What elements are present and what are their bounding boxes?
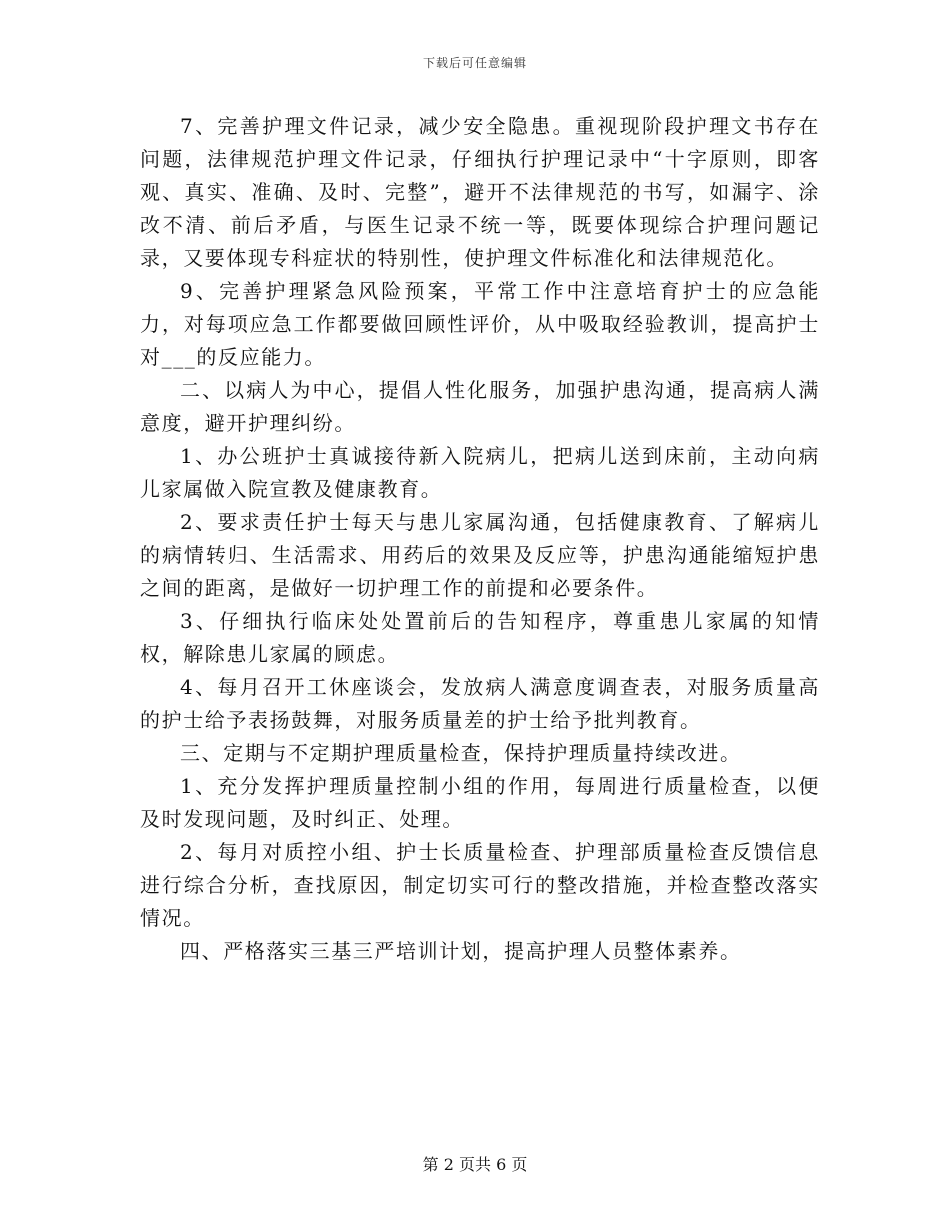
paragraph-2-4: 4、每月召开工休座谈会，发放病人满意度调查表，对服务质量高的护士给予表扬鼓舞，对服务质量差的护士给予批判教育。 bbox=[140, 675, 820, 732]
paragraph-2-3: 3、仔细执行临床处处置前后的告知程序，尊重患儿家属的知情权，解除患儿家属的顾虑。 bbox=[140, 609, 820, 666]
paragraph-3-1: 1、充分发挥护理质量控制小组的作用，每周进行质量检查，以便及时发现问题，及时纠正、处理。 bbox=[140, 774, 820, 831]
paragraph-9: 9、完善护理紧急风险预案，平常工作中注意培育护士的应急能力，对每项应急工作都要做回顾性评价，从中吸取经验教训，提高护士对___的反应能力。 bbox=[140, 279, 820, 369]
section-heading-2: 二、以病人为中心，提倡人性化服务，加强护患沟通，提高病人满意度，避开护理纠纷。 bbox=[140, 378, 820, 435]
section-heading-3: 三、定期与不定期护理质量检查，保持护理质量持续改进。 bbox=[180, 741, 742, 765]
paragraph-2-1: 1、办公班护士真诚接待新入院病儿，把病儿送到床前，主动向病儿家属做入院宣教及健康教育。 bbox=[140, 444, 820, 501]
page-footer: 第 2 页共 6 页 bbox=[422, 1155, 528, 1174]
section-heading-4: 四、严格落实三基三严培训计划，提高护理人员整体素养。 bbox=[180, 939, 742, 963]
paragraph-3-2: 2、每月对质控小组、护士长质量检查、护理部质量检查反馈信息进行综合分析，查找原因，制定切实可行的整改措施，并检查整改落实情况。 bbox=[140, 840, 820, 930]
paragraph-2-2: 2、要求责任护士每天与患儿家属沟通，包括健康教育、了解病儿的病情转归、生活需求、用药后的效果及反应等，护患沟通能缩短护患之间的距离，是做好一切护理工作的前提和必要条件。 bbox=[140, 510, 820, 600]
page-header: 下载后可任意编辑 bbox=[422, 56, 527, 70]
document-body bbox=[140, 110, 820, 968]
paragraph-7: 7、完善护理文件记录，减少安全隐患。重视现阶段护理文书存在问题，法律规范护理文件记录，仔细执行护理记录中“十字原则，即客观、真实、准确、及时、完整”，避开不法律规范的书写，如漏字、涂改不清、前后矛盾，与医生记录不统一等，既要体现综合护理问题记录，又要体现专科症状的特别性，使护理文件标准化和法律规范化。 bbox=[140, 114, 820, 270]
